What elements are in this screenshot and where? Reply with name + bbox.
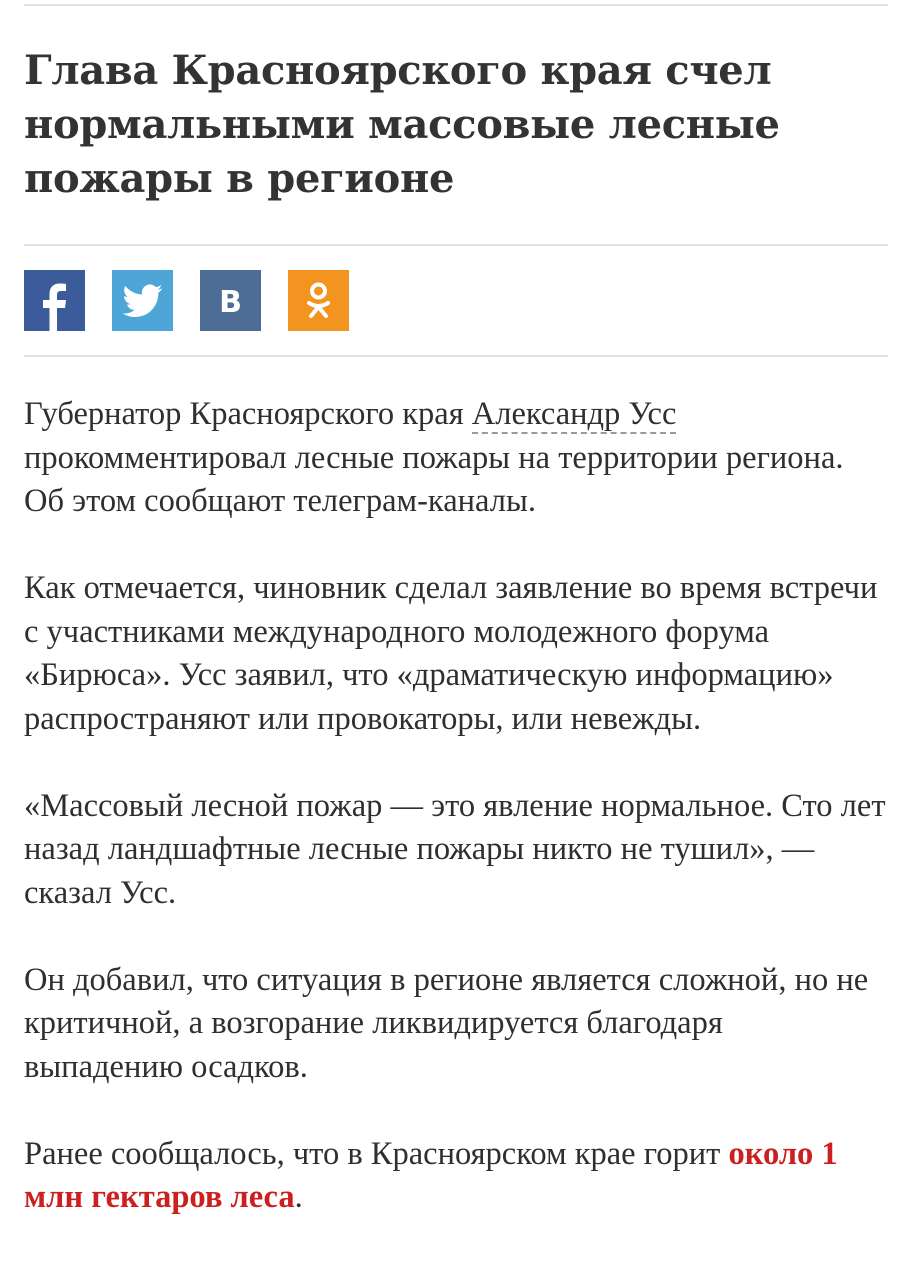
share-odnoklassniki-button[interactable] xyxy=(288,270,349,331)
article-paragraph: Ранее сообщалось, что в Красноярском крае горит около 1 млн гектаров леса. xyxy=(24,1135,838,1215)
share-buttons xyxy=(24,270,888,331)
article-body xyxy=(24,393,888,1220)
share-facebook-button[interactable] xyxy=(24,270,85,331)
article-page xyxy=(24,0,888,1263)
facebook-icon xyxy=(24,270,85,331)
twitter-icon xyxy=(123,284,163,318)
top-divider xyxy=(24,4,888,6)
person-link-alexander-uss[interactable]: Александр Усс xyxy=(471,396,677,432)
share-vk-button[interactable] xyxy=(200,270,261,331)
related-article-link[interactable]: около 1 млн гектаров леса xyxy=(24,1135,838,1215)
vk-letter: В xyxy=(219,285,242,320)
share-divider xyxy=(24,355,888,357)
article-paragraph: Он добавил, что ситуация в регионе является сложной, но не критичной, а возгорание ликвидируется благодаря выпадению осадков. xyxy=(24,961,869,1085)
article-paragraph: Губернатор Красноярского края Александр Усс прокомментировал лесные пожары на территории региона. Об этом сообщают телеграм-каналы. xyxy=(24,396,844,519)
article-paragraph: Как отмечается, чиновник сделал заявление во время встречи с участниками международного молодежного форума «Бирюса». Усс заявил, что «драматическую информацию» распространяют или провокаторы, или невежды. xyxy=(24,570,878,737)
vk-icon xyxy=(200,270,261,331)
article-paragraph: «Массовый лесной пожар — это явление нормальное. Сто лет назад ландшафтные лесные пожары никто не тушил», — сказал Усс. xyxy=(24,787,886,911)
share-twitter-button[interactable] xyxy=(112,270,173,331)
headline-divider xyxy=(24,244,888,246)
article-headline: Глава Красноярского края счел нормальными массовые лесные пожары в регионе xyxy=(24,47,780,202)
odnoklassniki-icon xyxy=(288,270,349,331)
